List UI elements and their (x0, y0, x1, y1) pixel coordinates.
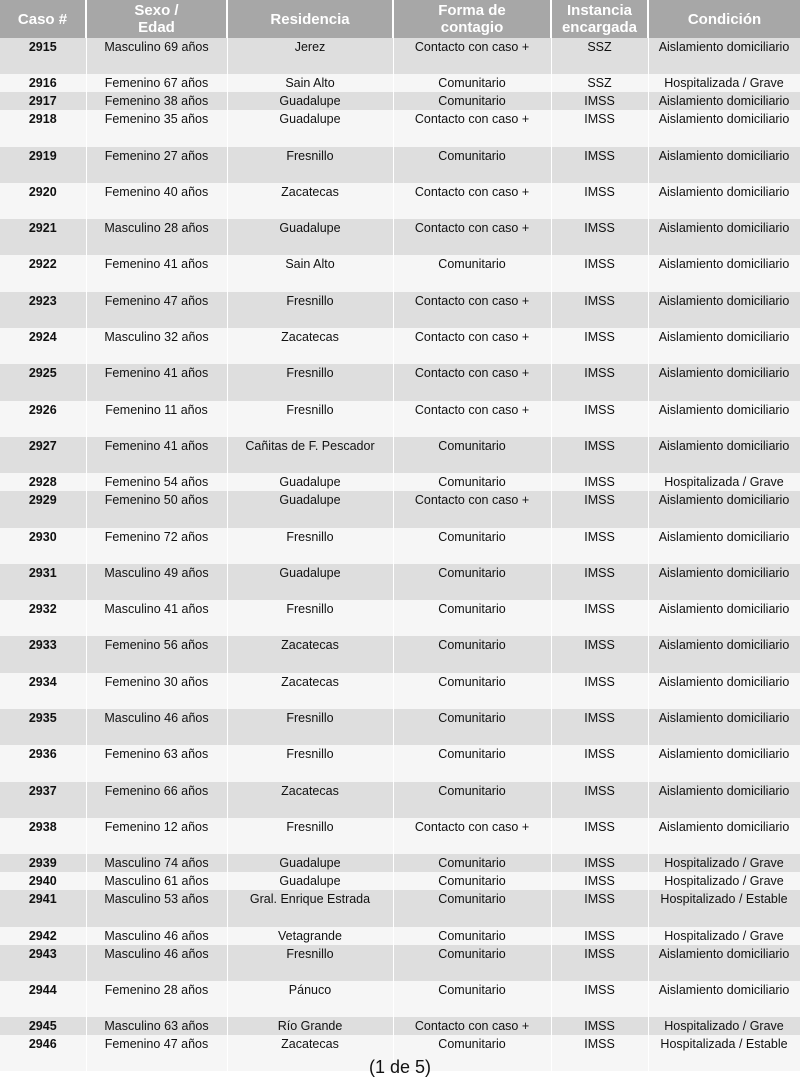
cell-sexo-edad: Masculino 49 años (86, 564, 227, 600)
cell-forma-contagio: Comunitario (393, 872, 551, 890)
table-row (0, 854, 800, 872)
cell-residencia: Guadalupe (227, 872, 393, 890)
cell-instancia: IMSS (551, 818, 648, 854)
cell-sexo-edad: Masculino 61 años (86, 872, 227, 890)
cell-caso: 2944 (0, 981, 86, 1017)
cell-forma-contagio: Comunitario (393, 854, 551, 872)
table-row (0, 401, 800, 437)
cell-instancia: IMSS (551, 564, 648, 600)
cell-condicion: Aislamiento domiciliario (648, 491, 800, 527)
cell-instancia: IMSS (551, 981, 648, 1017)
cell-residencia: Sain Alto (227, 74, 393, 92)
cell-instancia: IMSS (551, 872, 648, 890)
cell-sexo-edad: Femenino 41 años (86, 437, 227, 473)
cell-forma-contagio: Comunitario (393, 1035, 551, 1071)
cell-condicion: Aislamiento domiciliario (648, 255, 800, 291)
cell-forma-contagio: Comunitario (393, 945, 551, 981)
cell-sexo-edad: Femenino 56 años (86, 636, 227, 672)
cell-instancia: IMSS (551, 110, 648, 146)
table-row (0, 147, 800, 183)
cell-caso: 2943 (0, 945, 86, 981)
table-row (0, 255, 800, 291)
cell-residencia: Fresnillo (227, 528, 393, 564)
header-condicion: Condición (648, 0, 800, 38)
cell-caso: 2930 (0, 528, 86, 564)
cell-residencia: Zacatecas (227, 636, 393, 672)
cell-residencia: Fresnillo (227, 818, 393, 854)
table-row (0, 437, 800, 473)
cell-residencia: Guadalupe (227, 854, 393, 872)
cell-forma-contagio: Comunitario (393, 92, 551, 110)
cell-forma-contagio: Contacto con caso + (393, 818, 551, 854)
cell-residencia: Guadalupe (227, 92, 393, 110)
cell-residencia: Gral. Enrique Estrada (227, 890, 393, 926)
cell-instancia: IMSS (551, 745, 648, 781)
table-row (0, 600, 800, 636)
cell-sexo-edad: Masculino 32 años (86, 328, 227, 364)
cell-forma-contagio: Comunitario (393, 437, 551, 473)
cell-residencia: Zacatecas (227, 183, 393, 219)
table-header-row (0, 0, 800, 38)
cell-condicion: Hospitalizada / Grave (648, 473, 800, 491)
table-row (0, 782, 800, 818)
cell-forma-contagio: Comunitario (393, 473, 551, 491)
table-row (0, 219, 800, 255)
cell-sexo-edad: Masculino 41 años (86, 600, 227, 636)
cell-forma-contagio: Comunitario (393, 890, 551, 926)
cell-caso: 2920 (0, 183, 86, 219)
cell-caso: 2917 (0, 92, 86, 110)
cell-condicion: Aislamiento domiciliario (648, 147, 800, 183)
table-row (0, 328, 800, 364)
cell-residencia: Fresnillo (227, 364, 393, 400)
cell-caso: 2926 (0, 401, 86, 437)
cell-sexo-edad: Femenino 40 años (86, 183, 227, 219)
table-row (0, 872, 800, 890)
cell-condicion: Hospitalizada / Estable (648, 1035, 800, 1071)
cell-instancia: IMSS (551, 292, 648, 328)
cell-caso: 2922 (0, 255, 86, 291)
cell-forma-contagio: Comunitario (393, 600, 551, 636)
cell-instancia: IMSS (551, 636, 648, 672)
cell-residencia: Guadalupe (227, 491, 393, 527)
cell-condicion: Aislamiento domiciliario (648, 945, 800, 981)
cell-caso: 2941 (0, 890, 86, 926)
cell-instancia: IMSS (551, 890, 648, 926)
cell-residencia: Fresnillo (227, 945, 393, 981)
cell-condicion: Aislamiento domiciliario (648, 745, 800, 781)
cell-forma-contagio: Comunitario (393, 528, 551, 564)
cell-caso: 2928 (0, 473, 86, 491)
cell-condicion: Aislamiento domiciliario (648, 981, 800, 1017)
page-counter: (1 de 5) (368, 1057, 432, 1077)
cell-instancia: IMSS (551, 1035, 648, 1071)
cell-sexo-edad: Masculino 74 años (86, 854, 227, 872)
cell-residencia: Vetagrande (227, 927, 393, 945)
cell-forma-contagio: Comunitario (393, 74, 551, 92)
cell-forma-contagio: Comunitario (393, 745, 551, 781)
cell-sexo-edad: Femenino 72 años (86, 528, 227, 564)
table-row (0, 890, 800, 926)
cell-caso: 2938 (0, 818, 86, 854)
cell-sexo-edad: Femenino 41 años (86, 364, 227, 400)
cell-instancia: IMSS (551, 147, 648, 183)
cell-forma-contagio: Contacto con caso + (393, 292, 551, 328)
cell-caso: 2924 (0, 328, 86, 364)
header-residencia: Residencia (227, 0, 393, 38)
cell-sexo-edad: Femenino 12 años (86, 818, 227, 854)
cell-instancia: IMSS (551, 328, 648, 364)
cell-forma-contagio: Contacto con caso + (393, 401, 551, 437)
table-row (0, 38, 800, 74)
table-row (0, 1017, 800, 1035)
cell-sexo-edad: Femenino 50 años (86, 491, 227, 527)
cell-residencia: Sain Alto (227, 255, 393, 291)
cell-residencia: Zacatecas (227, 1035, 393, 1071)
cell-sexo-edad: Masculino 63 años (86, 1017, 227, 1035)
cell-sexo-edad: Femenino 63 años (86, 745, 227, 781)
cell-forma-contagio: Comunitario (393, 927, 551, 945)
cell-caso: 2925 (0, 364, 86, 400)
cell-forma-contagio: Contacto con caso + (393, 491, 551, 527)
table-row (0, 74, 800, 92)
cell-forma-contagio: Comunitario (393, 147, 551, 183)
cell-caso: 2945 (0, 1017, 86, 1035)
cell-sexo-edad: Femenino 28 años (86, 981, 227, 1017)
cell-instancia: IMSS (551, 854, 648, 872)
cell-condicion: Aislamiento domiciliario (648, 782, 800, 818)
table-row (0, 491, 800, 527)
cell-caso: 2927 (0, 437, 86, 473)
cell-caso: 2918 (0, 110, 86, 146)
cell-residencia: Río Grande (227, 1017, 393, 1035)
cell-instancia: IMSS (551, 709, 648, 745)
cell-sexo-edad: Femenino 66 años (86, 782, 227, 818)
cell-condicion: Aislamiento domiciliario (648, 401, 800, 437)
cell-sexo-edad: Femenino 47 años (86, 292, 227, 328)
cell-sexo-edad: Femenino 47 años (86, 1035, 227, 1071)
cell-forma-contagio: Comunitario (393, 709, 551, 745)
table-row (0, 745, 800, 781)
cell-sexo-edad: Masculino 46 años (86, 927, 227, 945)
cell-instancia: IMSS (551, 364, 648, 400)
cell-condicion: Aislamiento domiciliario (648, 528, 800, 564)
cell-condicion: Aislamiento domiciliario (648, 292, 800, 328)
cell-forma-contagio: Comunitario (393, 564, 551, 600)
cell-caso: 2935 (0, 709, 86, 745)
cell-condicion: Aislamiento domiciliario (648, 219, 800, 255)
cell-sexo-edad: Masculino 53 años (86, 890, 227, 926)
cell-instancia: IMSS (551, 473, 648, 491)
cell-condicion: Aislamiento domiciliario (648, 328, 800, 364)
cell-instancia: IMSS (551, 600, 648, 636)
cell-sexo-edad: Femenino 67 años (86, 74, 227, 92)
table-row (0, 981, 800, 1017)
cell-residencia: Fresnillo (227, 147, 393, 183)
cell-sexo-edad: Femenino 11 años (86, 401, 227, 437)
cell-residencia: Zacatecas (227, 673, 393, 709)
cell-residencia: Fresnillo (227, 292, 393, 328)
cell-forma-contagio: Contacto con caso + (393, 183, 551, 219)
cell-sexo-edad: Femenino 30 años (86, 673, 227, 709)
cell-sexo-edad: Femenino 38 años (86, 92, 227, 110)
cell-condicion: Aislamiento domiciliario (648, 110, 800, 146)
table-row (0, 183, 800, 219)
cell-sexo-edad: Masculino 46 años (86, 709, 227, 745)
cell-residencia: Guadalupe (227, 564, 393, 600)
table-row (0, 818, 800, 854)
cell-instancia: SSZ (551, 38, 648, 74)
cell-condicion: Aislamiento domiciliario (648, 437, 800, 473)
table-row (0, 673, 800, 709)
cell-residencia: Pánuco (227, 981, 393, 1017)
cell-condicion: Aislamiento domiciliario (648, 818, 800, 854)
cell-instancia: IMSS (551, 219, 648, 255)
cell-condicion: Aislamiento domiciliario (648, 564, 800, 600)
cell-caso: 2942 (0, 927, 86, 945)
cell-forma-contagio: Contacto con caso + (393, 110, 551, 146)
table-row (0, 528, 800, 564)
header-caso: Caso # (0, 0, 86, 38)
header-forma-contagio: Forma de contagio (393, 0, 551, 38)
cell-sexo-edad: Femenino 54 años (86, 473, 227, 491)
cell-caso: 2921 (0, 219, 86, 255)
cell-condicion: Hospitalizado / Grave (648, 872, 800, 890)
cell-caso: 2939 (0, 854, 86, 872)
cell-instancia: IMSS (551, 255, 648, 291)
cell-caso: 2923 (0, 292, 86, 328)
table-row (0, 473, 800, 491)
cell-sexo-edad: Femenino 35 años (86, 110, 227, 146)
cell-condicion: Aislamiento domiciliario (648, 600, 800, 636)
cell-instancia: IMSS (551, 673, 648, 709)
cell-condicion: Hospitalizado / Grave (648, 1017, 800, 1035)
cell-residencia: Guadalupe (227, 219, 393, 255)
table-row (0, 92, 800, 110)
cell-sexo-edad: Masculino 46 años (86, 945, 227, 981)
cell-forma-contagio: Comunitario (393, 255, 551, 291)
cell-caso: 2937 (0, 782, 86, 818)
table-row (0, 1035, 800, 1071)
cell-forma-contagio: Contacto con caso + (393, 38, 551, 74)
cell-caso: 2940 (0, 872, 86, 890)
cell-condicion: Aislamiento domiciliario (648, 92, 800, 110)
cell-instancia: IMSS (551, 183, 648, 219)
cell-sexo-edad: Masculino 28 años (86, 219, 227, 255)
cell-caso: 2934 (0, 673, 86, 709)
cell-instancia: IMSS (551, 945, 648, 981)
cell-instancia: IMSS (551, 491, 648, 527)
table-row (0, 636, 800, 672)
cell-caso: 2931 (0, 564, 86, 600)
cell-caso: 2919 (0, 147, 86, 183)
cell-condicion: Aislamiento domiciliario (648, 364, 800, 400)
cell-residencia: Zacatecas (227, 782, 393, 818)
cell-condicion: Aislamiento domiciliario (648, 636, 800, 672)
cell-residencia: Cañitas de F. Pescador (227, 437, 393, 473)
table-row (0, 292, 800, 328)
cell-instancia: IMSS (551, 437, 648, 473)
cell-instancia: IMSS (551, 782, 648, 818)
cell-sexo-edad: Masculino 69 años (86, 38, 227, 74)
table-row (0, 709, 800, 745)
cell-condicion: Hospitalizado / Grave (648, 927, 800, 945)
cell-condicion: Aislamiento domiciliario (648, 183, 800, 219)
cell-instancia: IMSS (551, 1017, 648, 1035)
cell-caso: 2932 (0, 600, 86, 636)
cell-condicion: Aislamiento domiciliario (648, 673, 800, 709)
cell-forma-contagio: Comunitario (393, 673, 551, 709)
table-row (0, 945, 800, 981)
cell-forma-contagio: Contacto con caso + (393, 328, 551, 364)
cell-caso: 2933 (0, 636, 86, 672)
cell-caso: 2915 (0, 38, 86, 74)
cell-caso: 2936 (0, 745, 86, 781)
cell-caso: 2916 (0, 74, 86, 92)
cell-forma-contagio: Comunitario (393, 981, 551, 1017)
cell-residencia: Fresnillo (227, 745, 393, 781)
cell-forma-contagio: Comunitario (393, 782, 551, 818)
cell-condicion: Hospitalizada / Grave (648, 74, 800, 92)
cell-residencia: Zacatecas (227, 328, 393, 364)
table-row (0, 927, 800, 945)
cell-condicion: Aislamiento domiciliario (648, 38, 800, 74)
cell-caso: 2929 (0, 491, 86, 527)
header-instancia: Instancia encargada (551, 0, 648, 38)
table-row (0, 110, 800, 146)
cell-instancia: IMSS (551, 528, 648, 564)
header-sexo-edad: Sexo / Edad (86, 0, 227, 38)
cell-condicion: Hospitalizado / Estable (648, 890, 800, 926)
cell-residencia: Fresnillo (227, 401, 393, 437)
cell-caso: 2946 (0, 1035, 86, 1071)
cell-residencia: Guadalupe (227, 110, 393, 146)
cell-forma-contagio: Contacto con caso + (393, 364, 551, 400)
cell-instancia: SSZ (551, 74, 648, 92)
cell-instancia: IMSS (551, 927, 648, 945)
cell-residencia: Fresnillo (227, 709, 393, 745)
table-row (0, 564, 800, 600)
cell-forma-contagio: Comunitario (393, 636, 551, 672)
cell-sexo-edad: Femenino 41 años (86, 255, 227, 291)
cell-sexo-edad: Femenino 27 años (86, 147, 227, 183)
cell-residencia: Fresnillo (227, 600, 393, 636)
cell-forma-contagio: Contacto con caso + (393, 219, 551, 255)
cell-instancia: IMSS (551, 401, 648, 437)
cell-condicion: Hospitalizado / Grave (648, 854, 800, 872)
cell-instancia: IMSS (551, 92, 648, 110)
cell-forma-contagio: Contacto con caso + (393, 1017, 551, 1035)
cell-residencia: Jerez (227, 38, 393, 74)
cell-residencia: Guadalupe (227, 473, 393, 491)
cell-condicion: Aislamiento domiciliario (648, 709, 800, 745)
table-row (0, 364, 800, 400)
